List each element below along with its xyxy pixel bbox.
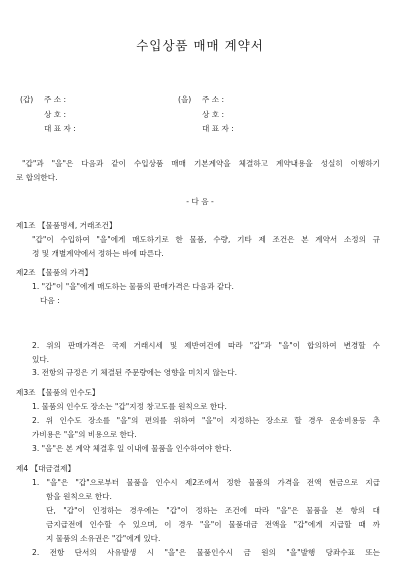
party-eul-rep-label: 대 표 자 : [202,124,234,133]
party-eul-tag: (을) [178,95,192,104]
article-3-line-4: 3. "을"은 본 계약 체결후 일 이내에 물품을 인수하여야 한다. [32,444,232,453]
article-4-line-3: 단, "갑"이 인정하는 경우에는 "갑"이 정하는 조건에 따라 "을"은 물품을 본 항의 대 [46,506,380,515]
party-gap-name-label: 상 호 : [44,110,67,119]
article-3-line-2: 2. 위 인수도 장소를 "을"의 편의를 위하여 "을"이 지정하는 장소로 할 경우 운송비용등 추 [32,416,380,425]
article-3-heading: 제3조 【물품의 인수도】 [16,388,100,397]
party-eul-name-label: 상 호 : [202,110,225,119]
article-4-line-5: 지 물품의 소유권은 "갑"에게 있다. [46,534,161,543]
article-4-line-1: 1. "을"은 "갑"으로부터 물품을 인수시 제2조에서 정한 물품의 가격을 전액 현금으로 지급 [32,478,380,487]
article-4-line-2: 함을 원칙으로 한다. [46,492,112,501]
article-2-line-3: 2. 위의 판매가격은 국제 거래시세 및 제반여건에 따라 "갑"과 "을"이 합의하여 변경할 수 [32,341,380,350]
article-2-line-4: 있다. [32,355,50,364]
party-eul-address-label: 주 소 : [202,95,225,104]
article-3-line-1: 1. 물품의 인수도 장소는 "갑"지정 창고도를 원칙으로 한다. [32,402,227,411]
article-2-heading: 제2조 【물품의 가격】 [16,268,93,277]
party-gap-rep-label: 대 표 자 : [44,124,76,133]
article-2-line-1: 1. "갑"이 "을"에게 매도하는 물품의 판매가격은 다음과 같다. [32,282,234,291]
document-title: 수입상품 매매 계약서 [136,38,264,53]
party-gap-address-label: 주 소 : [44,95,67,104]
intro-line-1: "갑"과 "을"은 다음과 같이 수입상품 매매 기본계약을 체결하고 계약내용을 성실히 이행하기 [22,159,380,168]
article-1-heading: 제1조 【물품명세, 거래조건】 [16,221,117,230]
article-4-heading: 제4 【대금결제】 [16,464,76,473]
article-2-line-2: 다음 : [40,296,60,305]
article-1-line-1: "갑"이 수입하여 "을"에게 매도하기로 한 물품, 수량, 기타 제 조건은 본 계약서 소정의 규 [32,235,380,244]
article-1-line-2: 정 및 개별계약에서 정하는 바에 따른다. [32,249,164,258]
party-gap-tag: (갑) [20,95,34,104]
article-2-line-5: 3. 전항의 규정은 기 체결된 주문량에는 영향을 미치지 않는다. [32,368,238,377]
intro-line-2: 로 합의한다. [16,173,58,182]
article-3-line-3: 가비용은 "을"의 비용으로 한다. [32,430,137,439]
article-4-line-4: 금지급전에 인수할 수 있으며, 이 경우 "을"이 물품대금 전액을 "갑"에게 지급할 때 까 [46,520,380,529]
da-eum-heading: - 다 음 - [186,197,214,206]
article-4-line-6: 2. 전항 단서의 사유발생 시 "을"은 물품인수시 금 원의 "을"발행 당좌수표 또는 [32,548,380,557]
